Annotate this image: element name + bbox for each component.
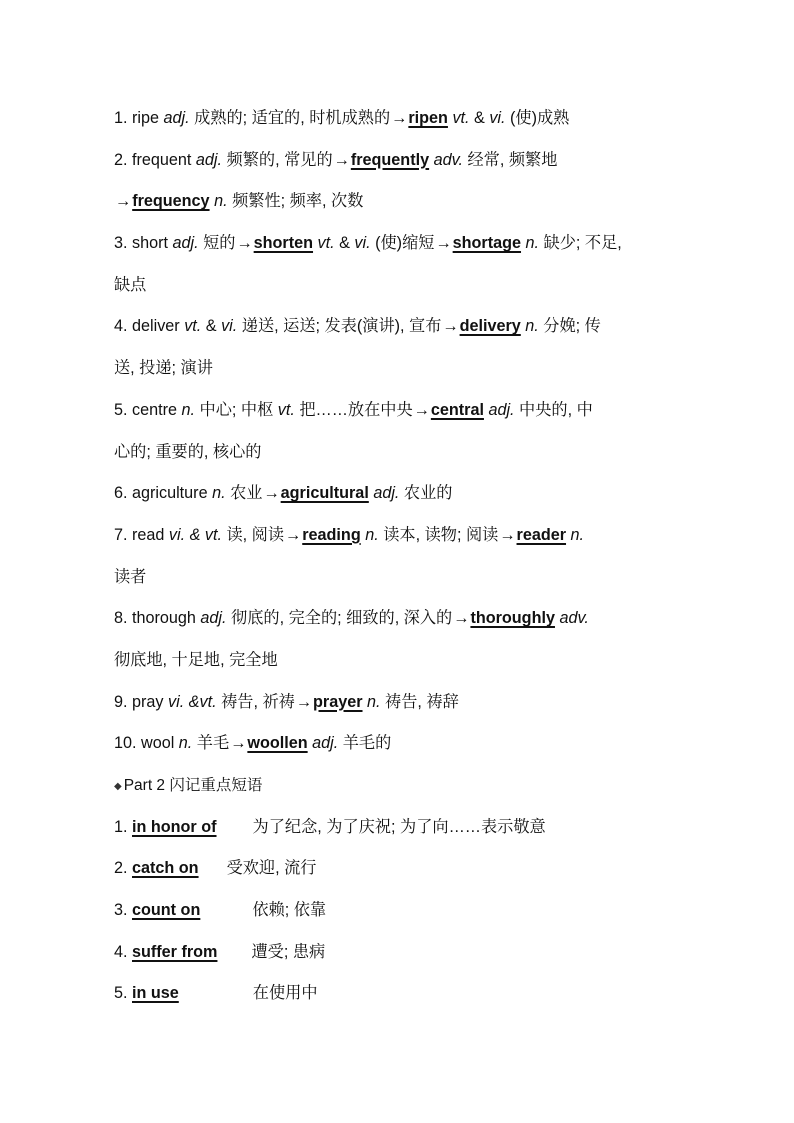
text-segment: & bbox=[469, 109, 490, 127]
vocab-line bbox=[114, 432, 694, 474]
document-page bbox=[114, 98, 694, 1015]
phrase-number: 3. bbox=[114, 901, 132, 920]
text-segment: 递送, 运送; 发表(演讲), 宣布 bbox=[237, 317, 442, 336]
answer-word: prayer bbox=[313, 692, 363, 711]
part-of-speech: adj. bbox=[163, 109, 190, 127]
vocab-line bbox=[114, 181, 694, 223]
text-segment: 送, 投递; 演讲 bbox=[114, 359, 213, 378]
diamond-bullet-icon: ◆ bbox=[114, 781, 122, 792]
text-segment: 7. read bbox=[114, 525, 169, 544]
arrow-right-icon: → bbox=[230, 734, 247, 753]
text-segment: 短的 bbox=[198, 234, 236, 253]
arrow-right-icon: → bbox=[453, 609, 470, 628]
text-segment: 读本, 读物; 阅读 bbox=[378, 525, 499, 544]
part-of-speech: vt. bbox=[277, 400, 295, 419]
text-segment: 心的; 重要的, 核心的 bbox=[114, 442, 262, 461]
text-segment: 频繁的, 常见的 bbox=[222, 150, 333, 169]
answer-word: reader bbox=[516, 525, 567, 544]
part-of-speech: n. bbox=[570, 525, 585, 544]
arrow-right-icon: → bbox=[236, 234, 253, 253]
text-segment: 缺少; 不足, bbox=[539, 234, 622, 253]
text-segment: 4. deliver bbox=[114, 317, 185, 336]
phrase-meaning: 遭受; 患病 bbox=[251, 942, 326, 961]
phrase-meaning: 在使用中 bbox=[252, 984, 318, 1003]
part-of-speech: vi. bbox=[221, 317, 238, 336]
part-of-speech: adj. bbox=[373, 484, 400, 503]
text-segment: 3. short bbox=[114, 234, 173, 253]
part-2-heading bbox=[114, 765, 694, 807]
text-segment: 中心; 中枢 bbox=[195, 400, 278, 419]
text-segment: & bbox=[201, 317, 222, 336]
answer-word: frequency bbox=[132, 192, 210, 211]
part-of-speech: n. bbox=[212, 484, 226, 503]
arrow-right-icon: → bbox=[391, 109, 408, 127]
answer-word: thoroughly bbox=[470, 609, 555, 628]
phrase-answer: count on bbox=[132, 901, 201, 920]
phrase-number: 1. bbox=[114, 817, 132, 836]
arrow-right-icon: → bbox=[295, 692, 313, 711]
phrase-meaning: 为了纪念, 为了庆祝; 为了向……表示敬意 bbox=[252, 817, 546, 836]
phrase-line bbox=[114, 932, 694, 974]
text-segment: 6. agriculture bbox=[114, 484, 213, 503]
vocab-line bbox=[114, 682, 694, 724]
vocab-line bbox=[114, 348, 694, 390]
answer-word: shorten bbox=[253, 234, 314, 253]
text-segment: 1. ripe bbox=[114, 109, 164, 127]
answer-word: shortage bbox=[452, 234, 522, 253]
arrow-right-icon: → bbox=[115, 192, 132, 211]
text-segment: (使)成熟 bbox=[505, 109, 570, 127]
phrase-number: 2. bbox=[114, 859, 132, 878]
text-segment: 祷告, 祈祷 bbox=[216, 692, 295, 711]
phrase-answer: catch on bbox=[132, 859, 199, 878]
part-of-speech: vi. bbox=[489, 109, 506, 127]
vocab-line bbox=[114, 598, 694, 640]
text-segment: 成熟的; 适宜的, 时机成熟的 bbox=[189, 109, 391, 127]
vocab-line bbox=[114, 265, 694, 307]
answer-word: frequently bbox=[350, 150, 430, 169]
arrow-right-icon: → bbox=[499, 525, 516, 544]
text-segment: 9. pray bbox=[114, 692, 168, 711]
part-of-speech: n. bbox=[214, 192, 228, 211]
part-2-title: Part 2 闪记重点短语 bbox=[123, 777, 263, 794]
vocab-line bbox=[114, 515, 694, 557]
text-segment: 祷告, 祷辞 bbox=[380, 692, 459, 711]
part-of-speech: adj. bbox=[172, 234, 199, 253]
part-of-speech: adj. bbox=[312, 734, 339, 753]
arrow-right-icon: → bbox=[413, 400, 430, 419]
phrase-line bbox=[114, 807, 694, 849]
text-segment: 8. thorough bbox=[114, 609, 201, 628]
vocab-line bbox=[114, 140, 694, 182]
text-segment: & bbox=[334, 234, 355, 253]
phrase-line bbox=[114, 890, 694, 932]
vocab-line bbox=[114, 223, 694, 265]
vocab-line bbox=[114, 390, 694, 432]
arrow-right-icon: → bbox=[285, 525, 302, 544]
text-segment: 彻底的, 完全的; 细致的, 深入的 bbox=[226, 609, 453, 628]
text-segment: 5. centre bbox=[114, 400, 182, 419]
text-segment: 缺点 bbox=[114, 275, 147, 294]
arrow-right-icon: → bbox=[435, 234, 452, 253]
answer-word: reading bbox=[302, 525, 361, 544]
text-segment: 分娩; 传 bbox=[538, 317, 601, 336]
answer-word: woollen bbox=[247, 734, 308, 753]
text-segment: 农业 bbox=[225, 484, 263, 503]
part-of-speech: adv. bbox=[559, 609, 589, 628]
text-segment: (使)缩短 bbox=[370, 234, 435, 253]
vocab-line bbox=[114, 557, 694, 599]
vocabulary-list bbox=[114, 98, 694, 765]
part-of-speech: adj. bbox=[195, 150, 223, 169]
text-segment: 把……放在中央 bbox=[294, 400, 413, 419]
part-of-speech: n. bbox=[525, 234, 540, 253]
text-segment: 2. frequent bbox=[114, 150, 196, 169]
answer-word: central bbox=[430, 400, 484, 419]
phrase-answer: in honor of bbox=[132, 817, 217, 836]
vocab-line bbox=[114, 640, 694, 682]
part-of-speech: vt. bbox=[184, 317, 202, 336]
phrase-number: 4. bbox=[114, 942, 132, 961]
part-of-speech: adj. bbox=[200, 609, 227, 628]
part-of-speech: vi. bbox=[354, 234, 371, 253]
part-of-speech: n. bbox=[525, 317, 539, 336]
text-segment: 中央的, 中 bbox=[514, 400, 593, 419]
text-segment: 10. wool bbox=[114, 734, 179, 753]
text-segment: 农业的 bbox=[399, 484, 453, 503]
part-of-speech: n. bbox=[178, 734, 193, 753]
vocab-line bbox=[114, 473, 694, 515]
part-of-speech: adv. bbox=[433, 150, 463, 169]
phrase-answer: in use bbox=[132, 984, 179, 1003]
text-segment: 读者 bbox=[114, 567, 147, 586]
vocab-line bbox=[114, 723, 694, 765]
phrase-meaning: 依赖; 依靠 bbox=[252, 901, 327, 920]
text-segment: 彻底地, 十足地, 完全地 bbox=[114, 650, 278, 669]
part-of-speech: adj. bbox=[488, 400, 515, 419]
text-segment: 频繁性; 频率, 次数 bbox=[227, 192, 364, 211]
phrase-line bbox=[114, 973, 694, 1015]
text-segment: 读, 阅读 bbox=[221, 525, 285, 544]
part-of-speech: vi. & vt. bbox=[168, 525, 222, 544]
part-of-speech: n. bbox=[365, 525, 379, 544]
answer-word: delivery bbox=[459, 317, 521, 336]
part-of-speech: vi. &vt. bbox=[168, 692, 217, 711]
part-of-speech: vt. bbox=[452, 109, 470, 127]
part-of-speech: vt. bbox=[317, 234, 335, 253]
phrase-list bbox=[114, 807, 694, 1015]
phrase-meaning: 受欢迎, 流行 bbox=[226, 859, 317, 878]
arrow-right-icon: → bbox=[333, 150, 350, 169]
part-of-speech: n. bbox=[367, 692, 381, 711]
answer-word: agricultural bbox=[280, 484, 369, 503]
answer-word: ripen bbox=[408, 109, 448, 127]
text-segment: 经常, 频繁地 bbox=[463, 150, 558, 169]
arrow-right-icon: → bbox=[263, 484, 280, 503]
text-segment: 羊毛的 bbox=[338, 734, 392, 753]
vocab-line bbox=[114, 98, 694, 140]
part-of-speech: n. bbox=[181, 400, 196, 419]
phrase-answer: suffer from bbox=[132, 942, 218, 961]
phrase-number: 5. bbox=[114, 984, 132, 1003]
arrow-right-icon: → bbox=[442, 317, 459, 336]
text-segment: 羊毛 bbox=[192, 734, 230, 753]
phrase-line bbox=[114, 848, 694, 890]
vocab-line bbox=[114, 306, 694, 348]
